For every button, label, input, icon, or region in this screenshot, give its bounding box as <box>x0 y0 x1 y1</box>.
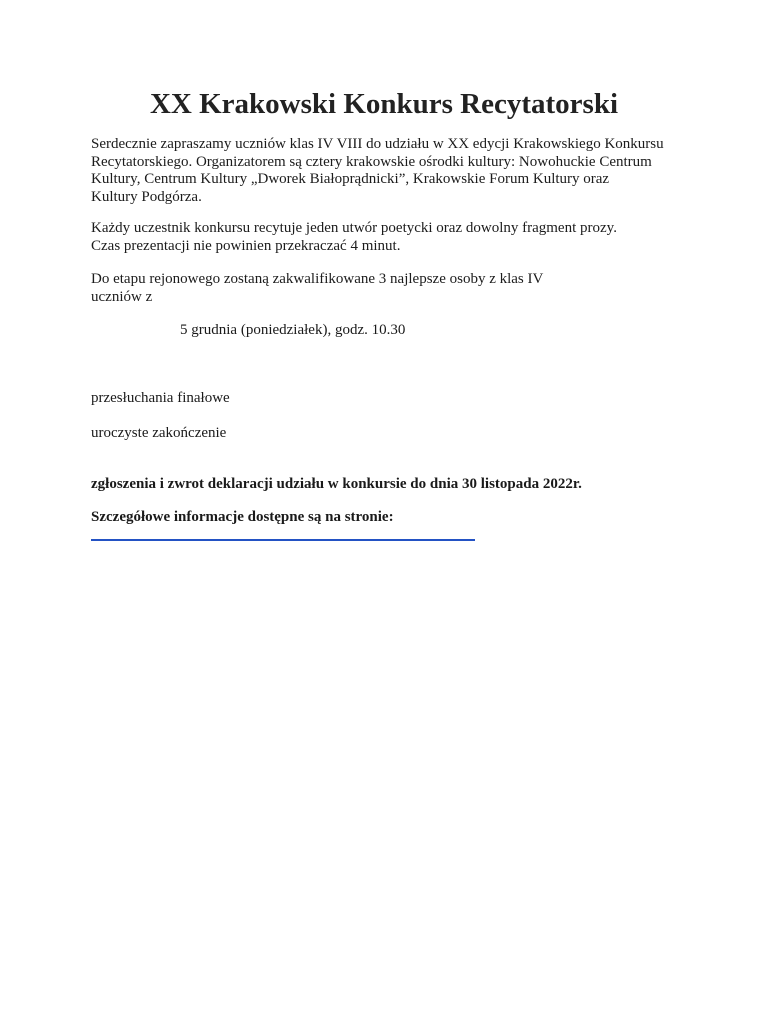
intro-line: Serdecznie zapraszamy uczniów klas IV VIII do udziału w XX edycji Krakowskiego Konkursu <box>91 136 664 152</box>
rules-line: Każdy uczestnik konkursu recytuje jeden utwór poetycki oraz dowolny fragment prozy. <box>91 220 617 236</box>
intro-line: Kultury, Centrum Kultury „Dworek Białoprądnicki”, Krakowskie Forum Kultury oraz <box>91 171 610 187</box>
intro-line: Recytatorskiego. Organizatorem są cztery krakowskie ośrodki kultury: Nowohuckie Centrum <box>91 153 652 170</box>
finals-label: przesłuchania finałowe <box>91 390 230 406</box>
deadline-notice: zgłoszenia i zwrot deklaracji udziału w konkursie do dnia 30 listopada 2022r. <box>91 476 582 492</box>
info-notice: Szczegółowe informacje dostępne są na stronie: <box>91 509 394 525</box>
intro-line: Kultury Podgórza. <box>91 188 202 205</box>
event-date: 5 grudnia (poniedziałek), godz. 10.30 <box>180 322 406 338</box>
rules-line: Czas prezentacji nie powinien przekraczać 4 minut. <box>91 237 401 254</box>
intro-paragraph <box>91 136 691 206</box>
website-link-underline[interactable] <box>91 539 475 541</box>
rules-paragraph <box>91 220 691 255</box>
qualification-paragraph <box>91 271 691 306</box>
document-title: XX Krakowski Konkurs Recytatorski <box>149 88 619 120</box>
closing-ceremony-label: uroczyste zakończenie <box>91 425 227 441</box>
qualification-line: uczniów z <box>91 288 153 305</box>
qualification-line: Do etapu rejonowego zostaną zakwalifikowane 3 najlepsze osoby z klas IV <box>91 271 544 287</box>
